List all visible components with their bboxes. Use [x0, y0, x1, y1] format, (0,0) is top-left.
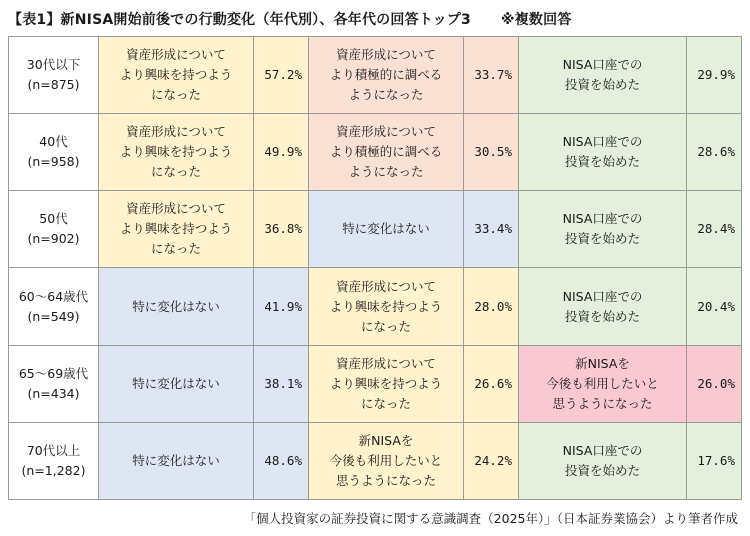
answer-text-line: 投資を始めた	[564, 231, 640, 247]
answer-text-line: 投資を始めた	[564, 308, 640, 324]
table-row	[9, 114, 742, 191]
answer-text-line: 資産形成について	[336, 124, 436, 140]
age-group-label: 60～64歳代	[18, 288, 89, 304]
answer-percentage-cell: 20.4%	[687, 268, 742, 345]
answer-text-line: より興味を持つよう	[119, 67, 233, 83]
answer-percentage-cell: 24.2%	[464, 422, 519, 499]
answer-text-cell	[309, 37, 464, 114]
answer-text-line: 投資を始めた	[564, 462, 640, 478]
answer-text-cell	[99, 268, 254, 345]
answer-text-line: 特に変化はない	[132, 452, 220, 468]
table-row	[9, 191, 742, 268]
answer-text-line: 特に変化はない	[342, 221, 430, 237]
answer-text-line: 資産形成について	[126, 124, 226, 140]
answer-text-line: より興味を持つよう	[119, 221, 233, 237]
age-group-label: 30代以下	[26, 57, 81, 73]
results-table	[8, 36, 742, 500]
answer-text-line: になった	[360, 318, 411, 334]
answer-percentage-cell: 41.9%	[254, 268, 309, 345]
source-footer: 「個人投資家の証券投資に関する意識調査（2025年）」（日本証券業協会）より筆者作成	[243, 511, 738, 526]
age-group-label: (n=875)	[27, 77, 80, 93]
answer-text-line: ようになった	[348, 87, 424, 103]
answer-text-line: になった	[150, 87, 201, 103]
answer-text-line: ようになった	[348, 164, 424, 180]
answer-text-line: になった	[150, 164, 201, 180]
age-group-label: (n=902)	[27, 231, 80, 247]
answer-text-line: 資産形成について	[336, 278, 436, 294]
answer-percentage-cell: 26.0%	[687, 345, 742, 422]
table-title	[8, 6, 572, 34]
table-title-text: 【表1】新NISA開始前後での行動変化（年代別）、各年代の回答トップ3	[8, 12, 471, 28]
answer-text-line: より興味を持つよう	[329, 375, 443, 391]
age-group-label: (n=1,282)	[21, 462, 86, 478]
answer-text-cell	[519, 191, 687, 268]
answer-text-line: 新NISAを	[358, 432, 414, 448]
answer-text-line: 思うようになった	[552, 395, 653, 411]
answer-text-cell	[99, 114, 254, 191]
age-group-cell	[9, 422, 99, 499]
answer-percentage-cell: 49.9%	[254, 114, 309, 191]
answer-text-line: 新NISAを	[575, 355, 630, 371]
answer-percentage-cell: 57.2%	[254, 37, 309, 114]
answer-text-cell	[519, 268, 687, 345]
answer-percentage-cell: 33.7%	[464, 37, 519, 114]
answer-text-cell	[99, 191, 254, 268]
age-group-label: (n=549)	[27, 308, 80, 324]
table-row	[9, 37, 742, 114]
answer-text-line: より興味を持つよう	[119, 144, 233, 160]
answer-text-cell	[519, 114, 687, 191]
answer-text-cell	[99, 422, 254, 499]
answer-text-line: になった	[360, 395, 411, 411]
answer-text-line: NISA口座での	[562, 211, 643, 227]
answer-percentage-cell: 33.4%	[464, 191, 519, 268]
age-group-cell	[9, 37, 99, 114]
age-group-cell	[9, 345, 99, 422]
answer-text-cell	[309, 114, 464, 191]
answer-percentage-cell: 17.6%	[687, 422, 742, 499]
age-group-label: 70代以上	[26, 442, 81, 458]
answer-text-line: NISA口座での	[562, 57, 643, 73]
answer-text-line: 資産形成について	[336, 355, 436, 371]
answer-text-line: 資産形成について	[336, 47, 436, 63]
table-row	[9, 422, 742, 499]
answer-text-cell	[519, 345, 687, 422]
answer-text-cell	[99, 37, 254, 114]
answer-text-line: NISA口座での	[562, 134, 643, 150]
age-group-label: (n=434)	[27, 385, 80, 401]
age-group-label: 40代	[39, 134, 68, 150]
age-group-label: (n=958)	[27, 154, 80, 170]
answer-text-line: より積極的に調べる	[329, 144, 443, 160]
age-group-cell	[9, 114, 99, 191]
answer-text-line: 投資を始めた	[564, 154, 640, 170]
age-group-cell	[9, 268, 99, 345]
answer-percentage-cell: 26.6%	[464, 345, 519, 422]
answer-text-cell	[309, 422, 464, 499]
results-table-body	[9, 37, 742, 500]
answer-percentage-cell: 28.6%	[687, 114, 742, 191]
age-group-label: 65～69歳代	[18, 365, 89, 381]
answer-percentage-cell: 38.1%	[254, 345, 309, 422]
answer-percentage-cell: 30.5%	[464, 114, 519, 191]
answer-text-line: になった	[150, 241, 201, 257]
answer-percentage-cell: 29.9%	[687, 37, 742, 114]
multiple-answer-note: ※複数回答	[500, 12, 572, 28]
answer-text-line: より積極的に調べる	[329, 67, 443, 83]
answer-text-line: より興味を持つよう	[329, 298, 443, 314]
answer-text-cell	[519, 422, 687, 499]
table-row	[9, 268, 742, 345]
answer-text-line: NISA口座での	[562, 442, 643, 458]
answer-text-line: 今後も利用したいと	[546, 375, 659, 391]
age-group-label: 50代	[39, 211, 68, 227]
answer-text-cell	[99, 345, 254, 422]
answer-text-line: 思うようになった	[335, 472, 436, 488]
answer-text-cell	[519, 37, 687, 114]
answer-text-line: 今後も利用したいと	[329, 452, 443, 468]
table-row	[9, 345, 742, 422]
answer-text-line: 資産形成について	[126, 201, 226, 217]
answer-text-line: 投資を始めた	[564, 77, 640, 93]
answer-text-line: 特に変化はない	[132, 375, 220, 391]
answer-text-cell	[309, 191, 464, 268]
answer-text-line: 特に変化はない	[132, 298, 220, 314]
age-group-cell	[9, 191, 99, 268]
answer-text-line: 資産形成について	[126, 47, 226, 63]
answer-percentage-cell: 28.4%	[687, 191, 742, 268]
answer-percentage-cell: 36.8%	[254, 191, 309, 268]
answer-text-cell	[309, 345, 464, 422]
answer-text-line: NISA口座での	[562, 288, 643, 304]
answer-text-cell	[309, 268, 464, 345]
answer-percentage-cell: 48.6%	[254, 422, 309, 499]
answer-percentage-cell: 28.0%	[464, 268, 519, 345]
